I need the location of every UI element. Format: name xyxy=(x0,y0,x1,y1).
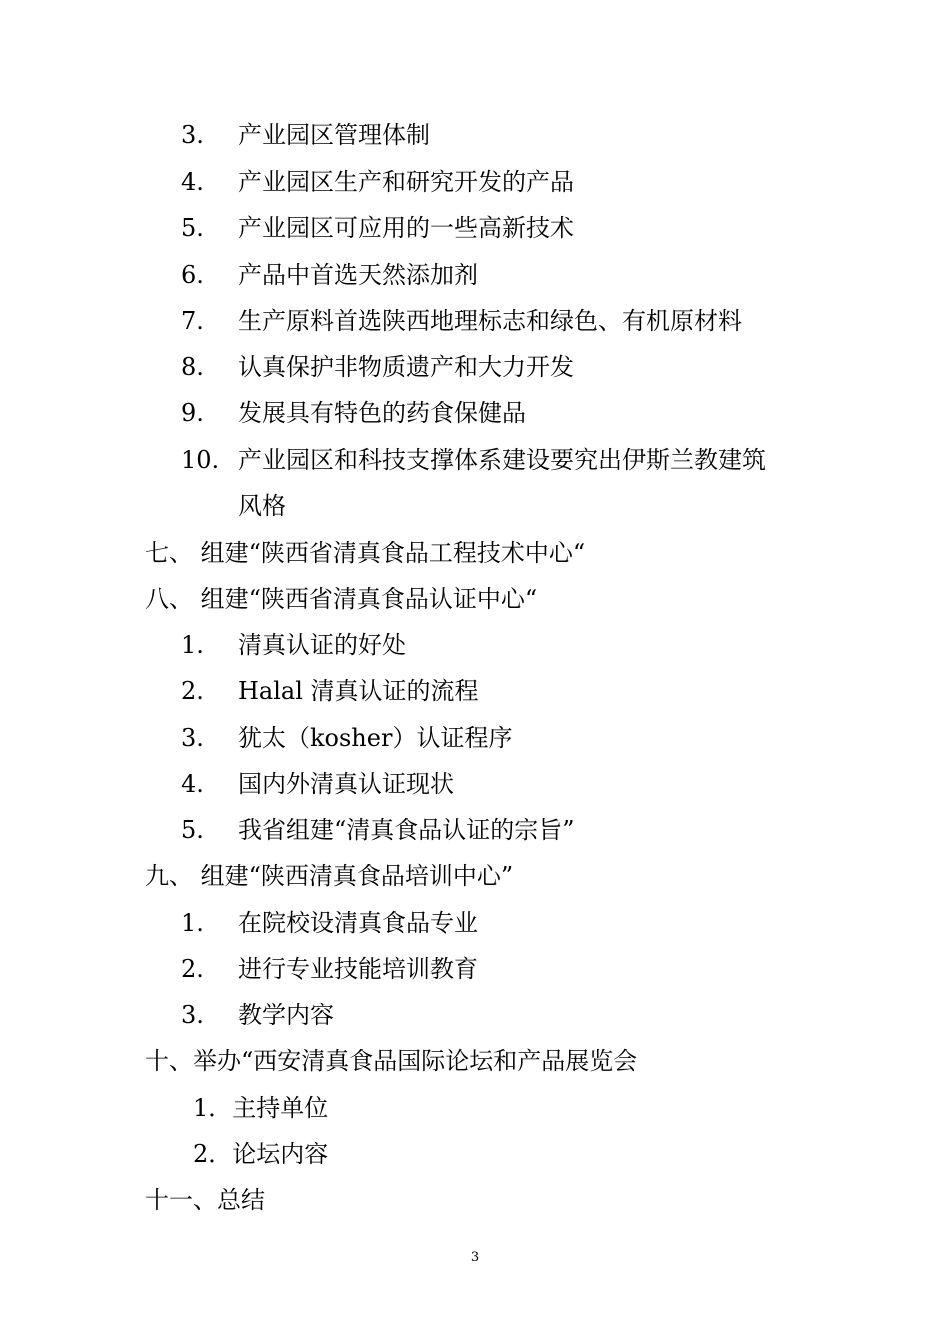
list-item-text: 风格 xyxy=(238,492,286,520)
section-heading: 七、 组建“陕西省清真食品工程技术中心“ xyxy=(145,539,586,567)
section-heading: 十一、总结 xyxy=(145,1186,265,1214)
list-item-text: 产业园区管理体制 xyxy=(238,121,430,149)
list-item-text: 产业园区和科技支撑体系建设要究出伊斯兰教建筑 xyxy=(238,446,766,474)
list-item-text: 生产原料首选陕西地理标志和绿色、有机原材料 xyxy=(238,307,742,335)
list-item-text: 产品中首选天然添加剂 xyxy=(238,261,478,289)
list-item-text: 教学内容 xyxy=(238,1001,334,1029)
list-item-number: 9. xyxy=(181,399,204,427)
list-item-text: 产业园区可应用的一些高新技术 xyxy=(238,214,574,242)
list-item-number: 7. xyxy=(181,307,204,335)
list-item-number: 3. xyxy=(181,121,204,149)
list-item-number: 4. xyxy=(181,770,204,798)
list-item-text: 我省组建“清真食品认证的宗旨” xyxy=(238,816,575,844)
list-item-number: 3. xyxy=(181,724,204,752)
list-item-number: 10. xyxy=(181,446,220,474)
page-number: 3 xyxy=(470,1250,480,1265)
section-heading: 九、 组建“陕西清真食品培训中心” xyxy=(145,862,514,890)
section-heading: 十、举办“西安清真食品国际论坛和产品展览会 xyxy=(145,1047,638,1075)
list-item-text: 在院校设清真食品专业 xyxy=(238,909,478,937)
list-item-number: 4. xyxy=(181,168,204,196)
list-item-text: Halal 清真认证的流程 xyxy=(238,677,479,705)
list-item-number: 5. xyxy=(181,816,204,844)
section-heading: 八、 组建“陕西省清真食品认证中心“ xyxy=(145,585,538,613)
list-item-number: 1. xyxy=(181,631,204,659)
list-item-number: 2. xyxy=(181,955,204,983)
list-item-text: 发展具有特色的药食保健品 xyxy=(238,399,526,427)
list-item-text: 认真保护非物质遗产和大力开发 xyxy=(238,353,574,381)
list-item-number: 5. xyxy=(181,214,204,242)
list-item-text: 国内外清真认证现状 xyxy=(238,770,454,798)
list-item-number: 3. xyxy=(181,1001,204,1029)
list-item-text: 进行专业技能培训教育 xyxy=(238,955,478,983)
list-item-text: 犹太（kosher）认证程序 xyxy=(238,724,513,752)
list-item-text: 清真认证的好处 xyxy=(238,631,406,659)
list-item: 1．主持单位 xyxy=(193,1094,329,1122)
list-item-number: 2. xyxy=(181,677,204,705)
list-item-number: 8. xyxy=(181,353,204,381)
list-item-text: 产业园区生产和研究开发的产品 xyxy=(238,168,574,196)
list-item-number: 6. xyxy=(181,261,204,289)
list-item: 2．论坛内容 xyxy=(193,1140,329,1168)
list-item-number: 1. xyxy=(181,909,204,937)
